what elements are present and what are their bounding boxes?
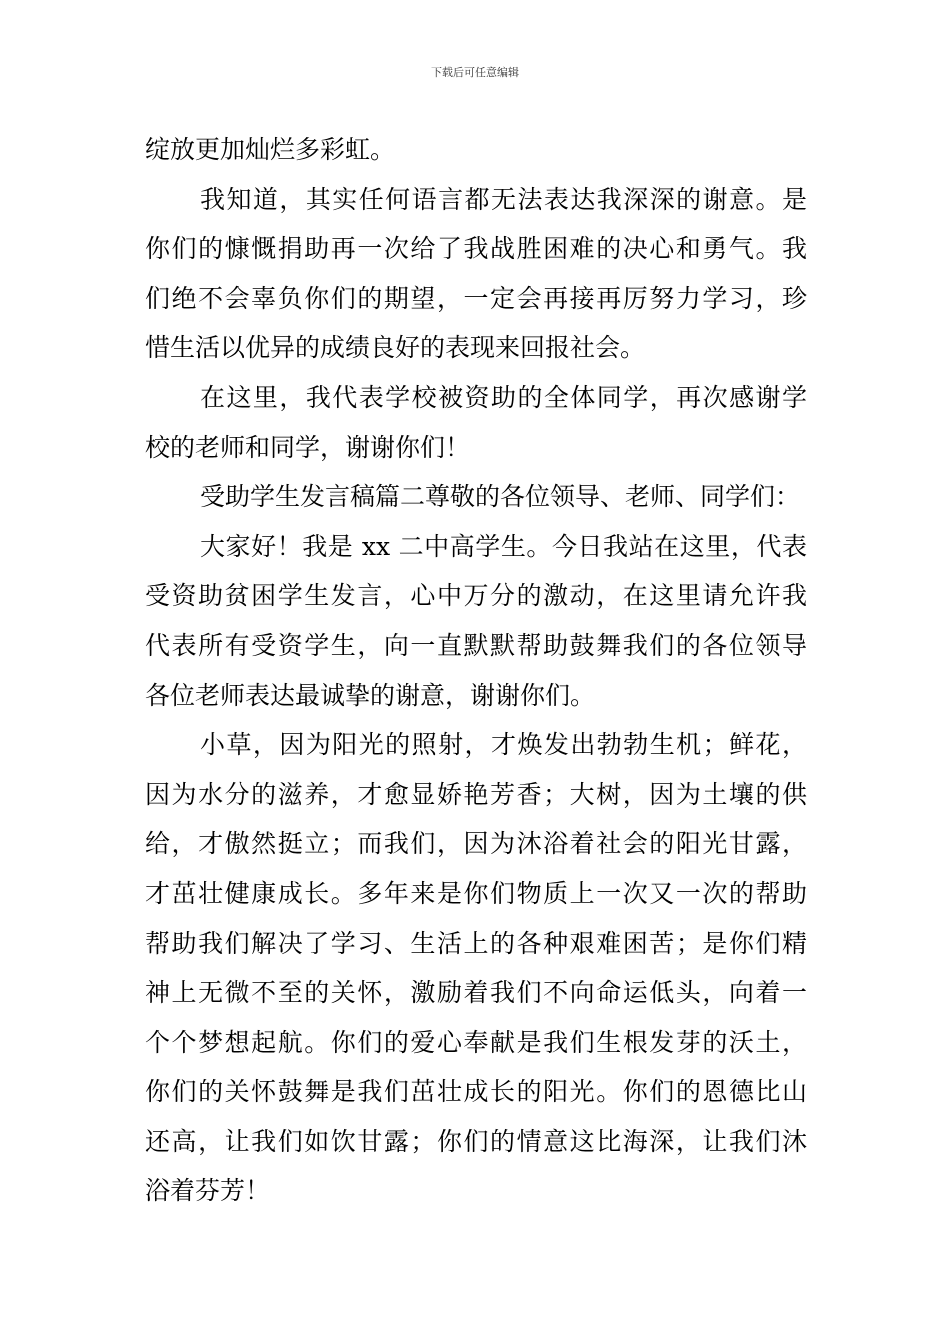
text-line: 你们的慷慨捐助再一次给了我战胜困难的决心和勇气。我 (145, 234, 807, 264)
text-line: 校的老师和同学，谢谢你们！ (145, 432, 471, 462)
text-line: 大家好！我是 xx 二中高学生。今日我站在这里，代表 (200, 531, 807, 561)
text-line: 给，才傲然挺立；而我们，因为沐浴着社会的阳光甘露， (145, 829, 807, 859)
text-line: 代表所有受资学生，向一直默默帮助鼓舞我们的各位领导 (145, 630, 807, 660)
text-line: 浴着芬芳！ (145, 1176, 271, 1206)
text-line: 在这里，我代表学校被资助的全体同学，再次感谢学 (200, 382, 807, 412)
text-line: 小草，因为阳光的照射，才焕发出勃勃生机；鲜花， (200, 730, 807, 760)
page-header: 下载后可任意编辑 (431, 66, 519, 79)
text-line: 受资助贫困学生发言，心中万分的激动，在这里请允许我 (145, 581, 807, 611)
text-line: 神上无微不至的关怀，激励着我们不向命运低头，向着一 (145, 978, 807, 1008)
text-line: 因为水分的滋养，才愈显娇艳芳香；大树，因为土壤的供 (145, 779, 807, 809)
text-line: 还高，让我们如饮甘露；你们的情意这比海深，让我们沐 (145, 1126, 807, 1156)
text-line: 受助学生发言稿篇二尊敬的各位领导、老师、同学们： (200, 482, 801, 512)
text-line: 绽放更加灿烂多彩虹。 (145, 135, 396, 164)
text-line: 各位老师表达最诚挚的谢意，谢谢你们。 (145, 680, 596, 710)
text-line: 惜生活以优异的成绩良好的表现来回报社会。 (145, 333, 646, 363)
text-line: 我知道，其实任何语言都无法表达我深深的谢意。是 (200, 184, 807, 214)
document-body (145, 125, 807, 1216)
text-line: 个个梦想起航。你们的爱心奉献是我们生根发芽的沃土， (145, 1027, 807, 1057)
text-line: 们绝不会辜负你们的期望，一定会再接再厉努力学习，珍 (145, 283, 807, 313)
text-line: 帮助我们解决了学习、生活上的各种艰难困苦；是你们精 (145, 928, 807, 958)
text-line: 才茁壮健康成长。多年来是你们物质上一次又一次的帮助 (145, 878, 807, 908)
text-line: 你们的关怀鼓舞是我们茁壮成长的阳光。你们的恩德比山 (145, 1077, 807, 1107)
